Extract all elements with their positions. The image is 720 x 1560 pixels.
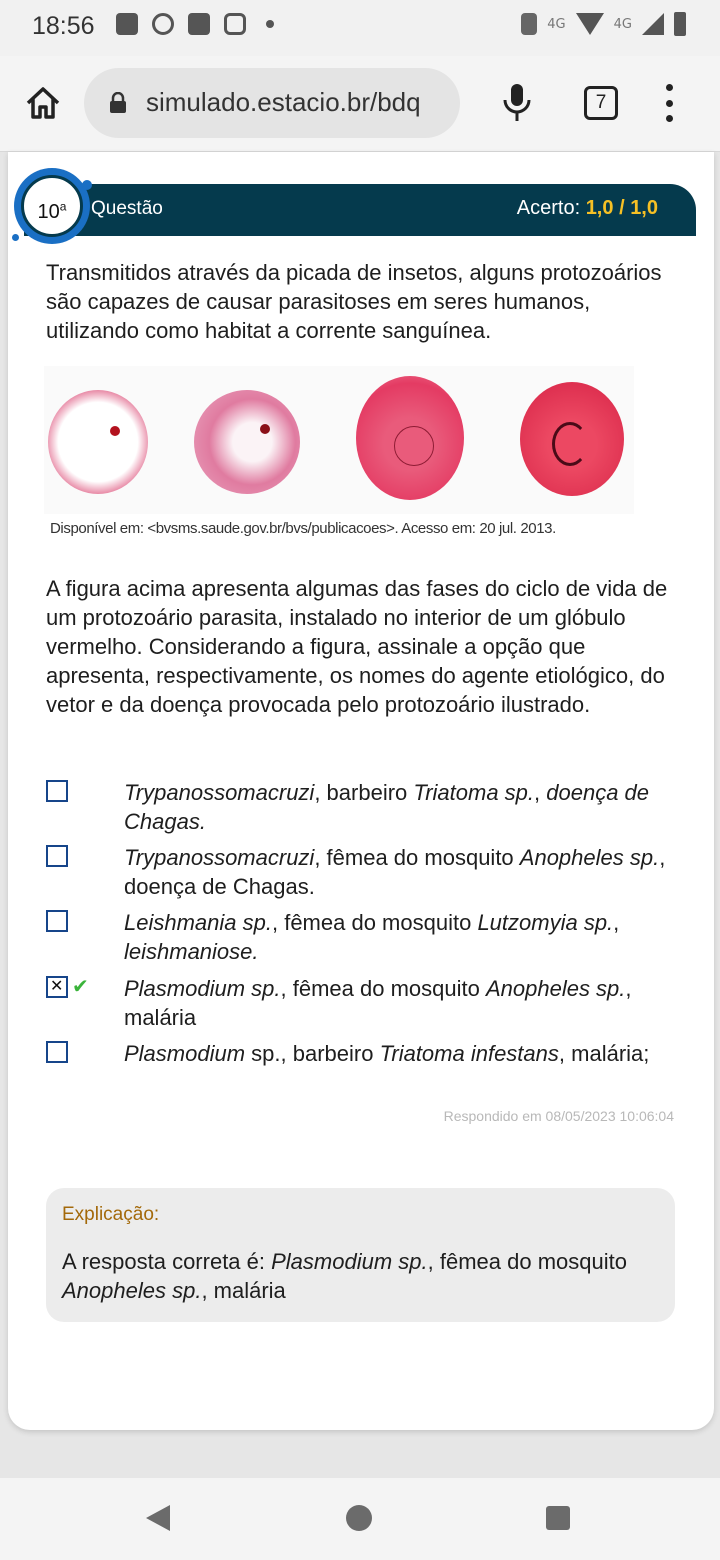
status-bar [0,0,720,56]
option-checkbox[interactable] [46,780,68,802]
answered-timestamp: Respondido em 08/05/2023 10:06:04 [443,1108,674,1124]
back-icon[interactable] [146,1505,170,1531]
explanation-text: A resposta correta é: Plasmodium sp., fêmea do mosquito Anopheles sp., malária [62,1249,627,1303]
address-bar[interactable] [84,68,460,138]
notification-icons [116,13,274,35]
tab-switcher-button[interactable]: 7 [584,86,618,120]
url-text: simulado.estacio.br/bdq [146,87,421,117]
question-label: Questão [91,198,163,219]
score-total: 1,0 [630,197,658,219]
overflow-menu-icon[interactable] [664,84,674,122]
score-label: Acerto: [516,197,581,219]
score [517,197,658,220]
status-time: 18:56 [32,12,95,40]
recent-apps-icon[interactable] [546,1506,570,1530]
question-prompt: A figura acima apresenta algumas das fases do ciclo de vida de um protozoário parasita, instalado no interior de um glóbulo vermelho. Considerando a figura, assinale a opção que apresenta, respectivamente, os nomes do agente etiológico, do vetor e da doença provocada pelo protozoário ilustrado. [46,576,668,717]
option-checkbox[interactable] [46,845,68,867]
parasite-ring [394,426,434,466]
signal-icon [642,13,664,35]
question-figure [44,366,634,514]
browser-toolbar [0,56,720,152]
lock-icon [108,92,128,114]
question-number-badge [14,168,90,244]
whatsapp-icon [152,13,174,35]
parasite-dot [260,424,270,434]
home-circle-icon[interactable] [346,1505,372,1531]
option-checkbox[interactable] [46,1041,68,1063]
badge-decoration [82,180,92,190]
correct-check-icon: ✔ [72,974,89,998]
question-header [24,184,696,236]
option-text: Trypanossomacruzi, fêmea do mosquito Anopheles sp., doença de Chagas. [124,845,666,899]
explanation-title: Explicação: [62,1204,160,1225]
gallery-icon [116,13,138,35]
parasite-ring [552,422,588,466]
red-blood-cell-image [48,390,148,494]
home-icon [24,84,62,122]
question-text: Transmitidos através da picada de insetos, alguns protozoários são capazes de causar parasitoses em seres humanos, utilizando como habitat a corrente sanguínea. [46,260,662,343]
network-label: 4G [613,16,632,32]
system-navigation-bar [0,1478,720,1560]
option-text: Plasmodium sp., fêmea do mosquito Anopheles sp., malária [124,976,632,1030]
score-separator: / [619,197,625,219]
call-network-label: 4G [547,16,566,32]
red-blood-cell-image [194,390,300,494]
vibrate-icon [521,13,537,35]
option-text: Trypanossomacruzi, barbeiro Triatoma sp., doença de Chagas. [124,780,650,834]
badge-decoration [12,234,19,241]
option-text: Plasmodium sp., barbeiro Triatoma infestans, malária; [124,1041,650,1066]
score-value: 1,0 [585,197,614,219]
instagram-icon [224,13,246,35]
option-text: Leishmania sp., fêmea do mosquito Lutzomyia sp., leishmaniose. [124,910,620,964]
home-button[interactable] [24,84,62,122]
parasite-dot [110,426,120,436]
microphone-icon[interactable] [500,82,534,124]
more-notifications-dot [266,20,274,28]
facebook-icon [188,13,210,35]
option-checkbox[interactable] [46,910,68,932]
wifi-icon [576,13,604,35]
explanation-box [46,1188,675,1322]
battery-icon [674,12,686,36]
option-checkbox-checked[interactable] [46,976,68,998]
figure-caption: Disponível em: <bvsms.saude.gov.br/bvs/publicacoes>. Acesso em: 20 jul. 2013. [50,520,556,537]
system-icons [521,12,686,36]
question-number: 10$^a$ [37,199,67,223]
